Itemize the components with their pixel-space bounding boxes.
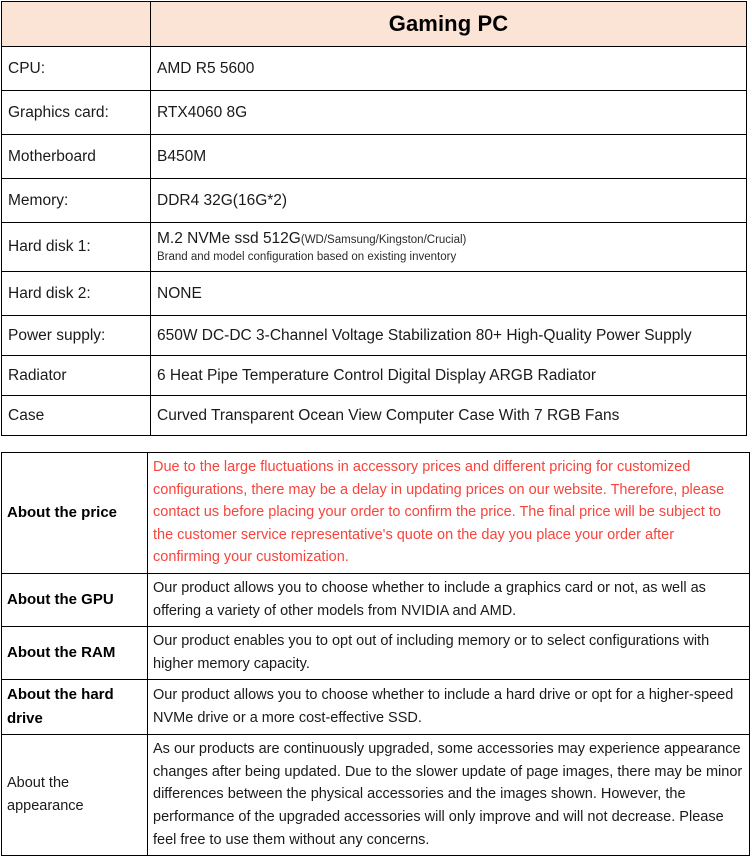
- spec-label-case: Case: [2, 396, 151, 436]
- spec-row-memory: [2, 179, 747, 223]
- spec-value-power-supply: 650W DC-DC 3-Channel Voltage Stabilization 80+ High-Quality Power Supply: [151, 316, 747, 356]
- spec-header-blank-cell: [2, 2, 151, 47]
- notes-label-ram: About the RAM: [2, 627, 148, 680]
- notes-row-hard-drive: [2, 680, 750, 735]
- notes-body-appearance: As our products are continuously upgraded, some accessories may experience appearance changes after being updated. Due to the slower update of page images, there may be minor differences between the physical accessories and the images shown. However, the performance of the upgraded accessories will only improve and will not decrease. Please feel free to use them without any concerns.: [148, 735, 750, 856]
- spec-row-hard-disk-1: [2, 223, 747, 272]
- spec-value-cpu: AMD R5 5600: [151, 47, 747, 91]
- spec-row-motherboard: [2, 135, 747, 179]
- spec-label-graphics-card: Graphics card:: [2, 91, 151, 135]
- page-title: Gaming PC: [151, 2, 747, 47]
- spec-row-graphics-card: [2, 91, 747, 135]
- spec-table-header-row: [2, 2, 747, 47]
- notes-row-appearance: [2, 735, 750, 856]
- spec-label-hard-disk-1: Hard disk 1:: [2, 223, 151, 272]
- spec-value-motherboard: B450M: [151, 135, 747, 179]
- spec-label-motherboard: Motherboard: [2, 135, 151, 179]
- notes-body-gpu: Our product allows you to choose whether to include a graphics card or not, as well as offering a variety of other models from NVIDIA and AMD.: [148, 574, 750, 627]
- spec-value-memory: DDR4 32G(16G*2): [151, 179, 747, 223]
- spec-value-hard-disk-1: [151, 223, 747, 272]
- spec-label-hard-disk-2: Hard disk 2:: [2, 272, 151, 316]
- notes-row-price: [2, 453, 750, 574]
- hard-disk-1-brands: (WD/Samsung/Kingston/Crucial): [300, 233, 467, 246]
- specification-table: [1, 1, 747, 436]
- spec-value-hard-disk-2: NONE: [151, 272, 747, 316]
- spec-row-case: [2, 396, 747, 436]
- spec-value-case: Curved Transparent Ocean View Computer Case With 7 RGB Fans: [151, 396, 747, 436]
- notes-label-price: About the price: [2, 453, 148, 574]
- notes-row-gpu: [2, 574, 750, 627]
- spec-row-hard-disk-2: [2, 272, 747, 316]
- notes-body-price: Due to the large fluctuations in accessory prices and different pricing for customized configurations, there may be a delay in updating prices on our website. Therefore, please contact us before placing your order to confirm the price. The final price will be subject to the customer service representative's quote on the day you place your order after confirming your customization.: [148, 453, 750, 574]
- notes-body-hard-drive: Our product allows you to choose whether to include a hard drive or opt for a higher-speed NVMe drive or a more cost-effective SSD.: [148, 680, 750, 735]
- spec-label-radiator: Radiator: [2, 356, 151, 396]
- spec-row-cpu: [2, 47, 747, 91]
- spec-label-power-supply: Power supply:: [2, 316, 151, 356]
- notes-label-appearance: About the appearance: [2, 735, 148, 856]
- notes-row-ram: [2, 627, 750, 680]
- notes-body-ram: Our product enables you to opt out of including memory or to select configurations with higher memory capacity.: [148, 627, 750, 680]
- hard-disk-1-main-text: [157, 229, 740, 248]
- spec-value-graphics-card: RTX4060 8G: [151, 91, 747, 135]
- spec-row-power-supply: [2, 316, 747, 356]
- spec-label-memory: Memory:: [2, 179, 151, 223]
- hard-disk-1-capacity: M.2 NVMe ssd 512G: [157, 229, 301, 247]
- hard-disk-1-note: Brand and model configuration based on existing inventory: [157, 251, 457, 264]
- notes-table: [1, 452, 750, 856]
- spec-label-cpu: CPU:: [2, 47, 151, 91]
- spec-value-radiator: 6 Heat Pipe Temperature Control Digital Display ARGB Radiator: [151, 356, 747, 396]
- spec-row-radiator: [2, 356, 747, 396]
- notes-label-hard-drive: About the hard drive: [2, 680, 148, 735]
- notes-label-gpu: About the GPU: [2, 574, 148, 627]
